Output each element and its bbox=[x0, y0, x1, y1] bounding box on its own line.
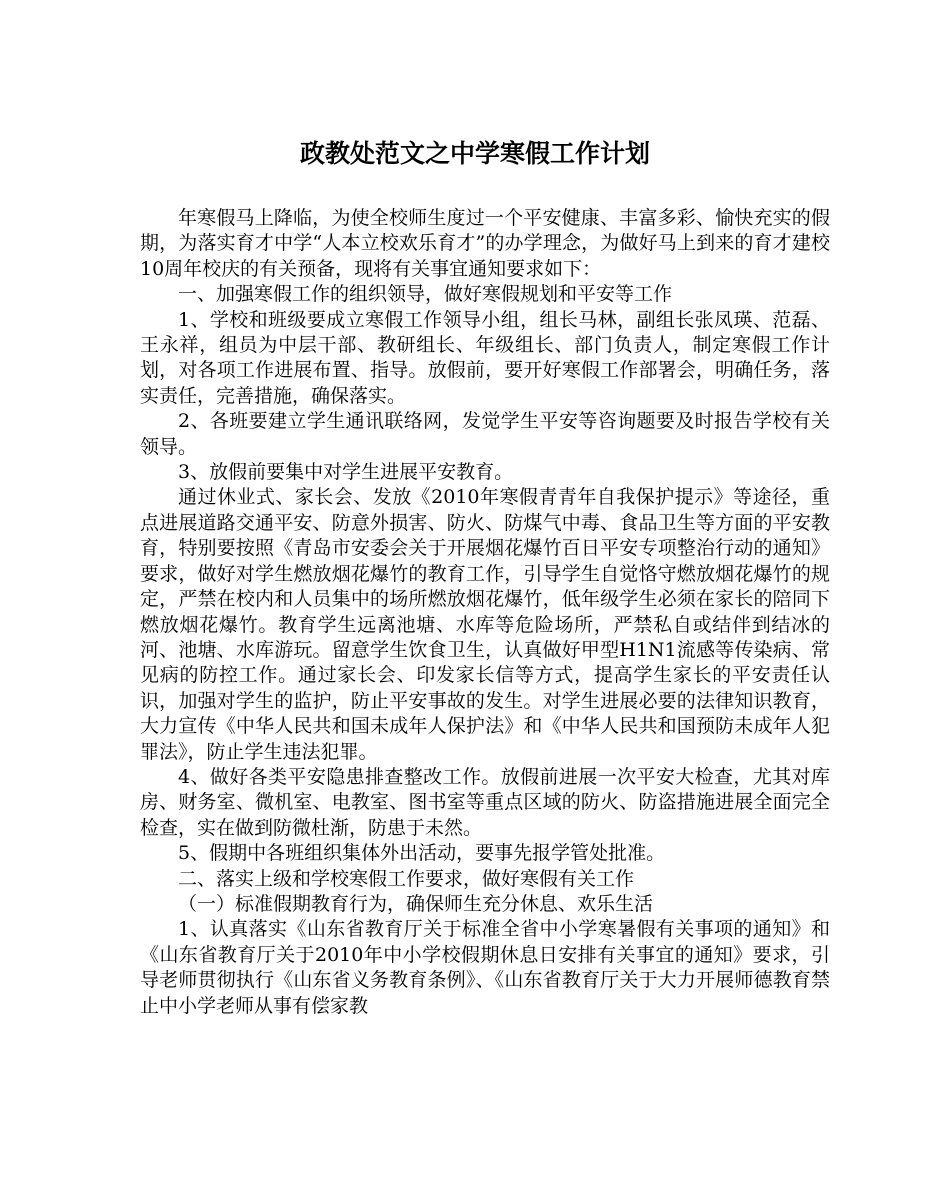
paragraph-item-5: 5、假期中各班组织集体外出活动，要事先报学管处批准。 bbox=[178, 842, 666, 865]
paragraph-item-2: 2、各班要建立学生通讯联络网，发觉学生平安等咨询题要及时报告学校有关领导。 bbox=[140, 410, 830, 458]
paragraph-item-1: 1、学校和班级要成立寒假工作领导小组，组长马林，副组长张凤瑛、范磊、王永祥，组员为中层干部、教研组长、年级组长、部门负责人，制定寒假工作计划，对各项工作进展布置、指导。放假前，要开好寒假工作部署会，明确任务，落实责任，完善措施，确保落实。 bbox=[140, 308, 830, 407]
paragraph-intro: 年寒假马上降临，为使全校师生度过一个平安健康、丰富多彩、愉快充实的假期，为落实育才中学“人本立校欢乐育才”的办学理念，为做好马上到来的育才建校10周年校庆的有关预备，现将有关事宜通知要求如下： bbox=[140, 207, 830, 280]
subsection-heading-1: （一）标准假期教育行为，确保师生充分休息、欢乐生活 bbox=[178, 892, 654, 915]
document-title: 政教处范文之中学寒假工作计划 bbox=[299, 139, 650, 168]
section-heading-1: 一、加强寒假工作的组织领导，做好寒假规划和平安等工作 bbox=[178, 283, 673, 306]
paragraph-item-4: 4、做好各类平安隐患排查整改工作。放假前进展一次平安大检查，尤其对库房、财务室、微机室、电教室、图书室等重点区域的防火、防盗措施进展全面完全检查，实在做到防微杜渐，防患于未然。 bbox=[140, 765, 830, 839]
paragraph-sub-item-1: 1、认真落实《山东省教育厅关于标准全省中小学寒暑假有关事项的通知》和《山东省教育厅关于2010年中小学校假期休息日安排有关事宜的通知》要求，引导老师贯彻执行《山东省义务教育条例》、《山东省教育厅关于大力开展师德教育禁止中小学老师从事有偿家教 bbox=[140, 918, 830, 1017]
paragraph-item-3: 3、放假前要集中对学生进展平安教育。 bbox=[178, 461, 514, 484]
paragraph-safety-education: 通过休业式、家长会、发放《2010年寒假青青年自我保护提示》等途径，重点进展道路交通平安、防意外损害、防火、防煤气中毒、食品卫生等方面的平安教育，特别要按照《青岛市安委会关于开展烟花爆竹百日平安专项整治行动的通知》要求，做好对学生燃放烟花爆竹的教育工作，引导学生自觉恪守燃放烟花爆竹的规定，严禁在校内和人员集中的场所燃放烟花爆竹，低年级学生必须在家长的陪同下燃放烟花爆竹。教育学生远离池塘、水库等危险场所，严禁私自或结伴到结冰的河、池塘、水库游玩。留意学生饮食卫生，认真做好甲型H1N1流感等传染病、常见病的防控工作。通过家长会、印发家长信等方式，提高学生家长的平安责任认识，加强对学生的监护，防止平安事故的发生。对学生进展必要的法律知识教育，大力宣传《中华人民共和国未成年人保护法》和《中华人民共和国预防未成年人犯罪法》，防止学生违法犯罪。 bbox=[140, 486, 830, 763]
section-heading-2: 二、落实上级和学校寒假工作要求，做好寒假有关工作 bbox=[178, 867, 635, 890]
document-body bbox=[140, 206, 830, 1019]
